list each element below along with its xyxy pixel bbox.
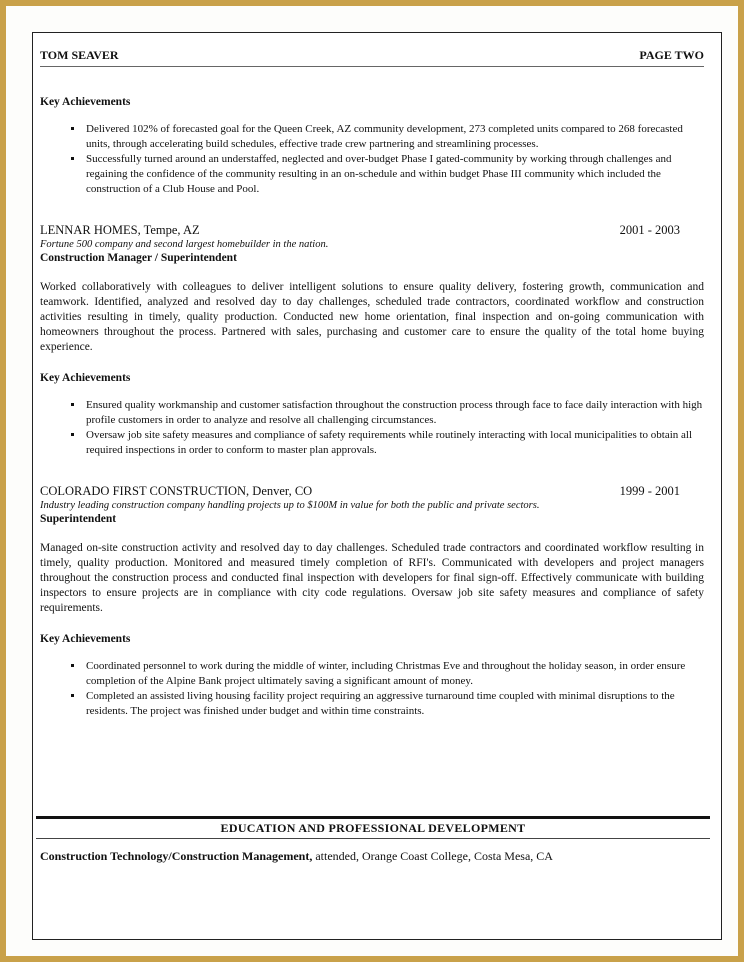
page-number: PAGE TWO <box>639 48 704 62</box>
achievement-item: ▪ Ensured quality workmanship and customer satisfaction throughout the construction process through face to face daily interaction with high profile customers in order to analyze and resolve all challenging circumstances. <box>84 398 704 428</box>
job-title: Construction Manager / Superintendent <box>40 252 237 264</box>
key-achievements-heading: Key Achievements <box>40 96 131 108</box>
achievement-item: ▪ Oversaw job site safety measures and compliance of safety requirements while routinely interacting with local municipalities to obtain all required inspections in order to conform to master plan approvals. <box>84 428 704 458</box>
job-description: Worked collaboratively with colleagues to deliver intelligent solutions to ensure quality delivery, fostering growth, communication and teamwork. Identified, analyzed and resolved day to day challenges, scheduled trade contractors, coordinated workflow and construction activities resulting in timely, quality production. Conducted new home orientation, final inspection and on-going communication with homeowners throughout the process. Partnered with sales, purchasing and customer care to ensure the quality of the total home buying experience. <box>40 281 704 353</box>
header-divider <box>40 66 704 67</box>
job-title: Superintendent <box>40 513 117 525</box>
job-description: Managed on-site construction activity and resolved day to day challenges. Scheduled trade contractors and coordinated workflow resulting in timely, quality production. Monitored and measured timely completion of RFI's. Communicated with developers and project managers throughout the construction process and conducted final inspection with developers for final sign-off. Effectively communicate with building inspectors to ensure projects are in compliance with city code regulations. Oversaw job site safety measures and compliance of safety requirements. <box>40 542 704 614</box>
achievement-list <box>40 398 704 458</box>
education-entry <box>40 849 553 864</box>
company-name: COLORADO FIRST CONSTRUCTION, Denver, CO <box>40 484 313 498</box>
resume-content <box>40 95 704 719</box>
education-heading: EDUCATION AND PROFESSIONAL DEVELOPMENT <box>220 821 526 835</box>
education-program: Construction Technology/Construction Management, <box>40 849 313 863</box>
education-bottom-rule <box>36 838 710 839</box>
achievement-list <box>40 122 704 197</box>
job-dates: 2001 - 2003 <box>619 223 680 237</box>
education-detail: attended, Orange Coast College, Costa Mesa, CA <box>312 849 553 863</box>
achievement-item: ▪ Successfully turned around an understaffed, neglected and over-budget Phase I gated-community by working through challenges and regaining the confidence of the community resulting in an on-schedule and within budget Phase III community which included the construction of a Club House and Pool. <box>84 152 704 197</box>
candidate-name: TOM SEAVER <box>40 48 119 62</box>
company-name: LENNAR HOMES, Tempe, AZ <box>40 223 200 237</box>
achievement-item: ▪ Coordinated personnel to work during the middle of winter, including Christmas Eve and throughout the holiday season, in order ensure completion of the Alpine Bank project ultimately saving a significant amount of money. <box>84 659 704 689</box>
achievement-item: ▪ Delivered 102% of forecasted goal for the Queen Creek, AZ community development, 273 completed units compared to 268 forecasted units, through accelerating build schedules, effective trade crew partnering and streamlining processes. <box>84 122 704 152</box>
job-dates: 1999 - 2001 <box>619 484 680 498</box>
achievement-list <box>40 659 704 719</box>
job-header <box>40 484 704 499</box>
job-header <box>40 223 704 238</box>
key-achievements-heading: Key Achievements <box>40 372 131 384</box>
achievement-item: ▪ Completed an assisted living housing facility project requiring an aggressive turnaround time coupled with minimal disruptions to the residents. The project was finished under budget and within time constraints. <box>84 689 704 719</box>
company-tagline: Fortune 500 company and second largest homebuilder in the nation. <box>40 239 329 250</box>
page-header <box>40 48 704 63</box>
company-tagline: Industry leading construction company handling projects up to $100M in value for both the public and private sectors. <box>40 500 540 511</box>
key-achievements-heading: Key Achievements <box>40 633 131 645</box>
education-top-rule <box>36 816 710 819</box>
